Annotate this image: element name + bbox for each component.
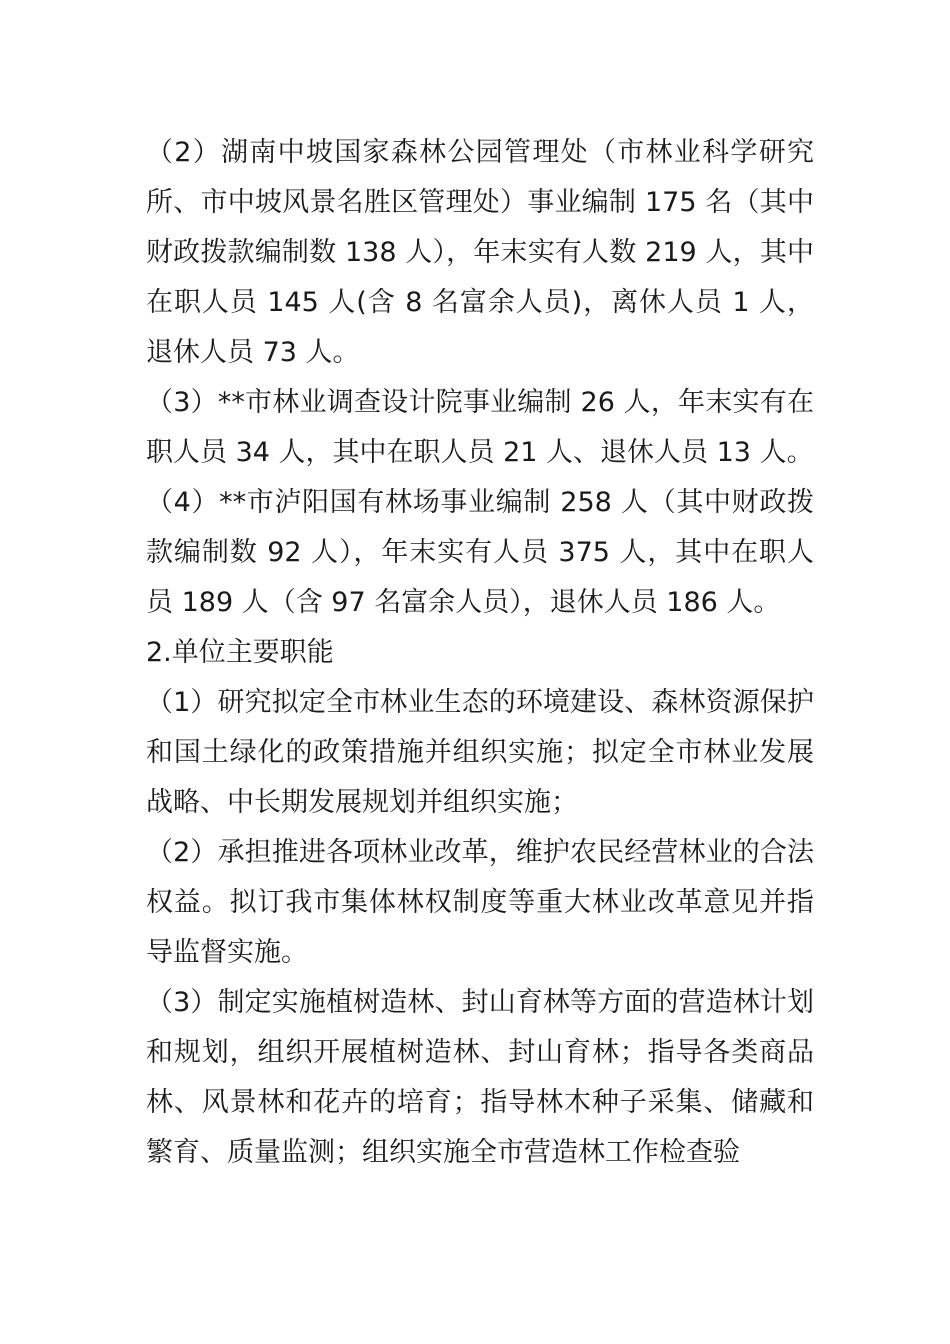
paragraph-staff-3: （3）**市林业调查设计院事业编制 26 人，年末实有在职人员 34 人，其中在职人员 21 人、退休人员 13 人。 bbox=[146, 387, 814, 468]
paragraph-staff-2: （2）湖南中坡国家森林公园管理处（市林业科学研究所、市中坡风景名胜区管理处）事业编制 175 名（其中财政拨款编制数 138 人），年末实有人数 219 人，其中在职人员 145 人(含 8 名富余人员)，离休人员 1 人，退休人员 73 人。 bbox=[146, 137, 814, 368]
paragraph-function-1: （1）研究拟定全市林业生态的环境建设、森林资源保护和国土绿化的政策措施并组织实施；拟定全市林业发展战略、中长期发展规划并组织实施； bbox=[146, 687, 814, 818]
paragraph-function-3: （3）制定实施植树造林、封山育林等方面的营造林计划和规划，组织开展植树造林、封山育林；指导各类商品林、风景林和花卉的培育；指导林木种子采集、储藏和繁育、质量监测；组织实施全市营造林工作检查验 bbox=[146, 987, 814, 1168]
document-page bbox=[146, 128, 814, 1178]
paragraph-staff-4: （4）**市泸阳国有林场事业编制 258 人（其中财政拨款编制数 92 人），年末实有人员 375 人，其中在职人员 189 人（含 97 名富余人员），退休人员 186 人。 bbox=[146, 487, 814, 618]
section-heading-functions: 2.单位主要职能 bbox=[146, 637, 334, 668]
paragraph-function-2: （2）承担推进各项林业改革，维护农民经营林业的合法权益。拟订我市集体林权制度等重大林业改革意见并指导监督实施。 bbox=[146, 837, 814, 968]
